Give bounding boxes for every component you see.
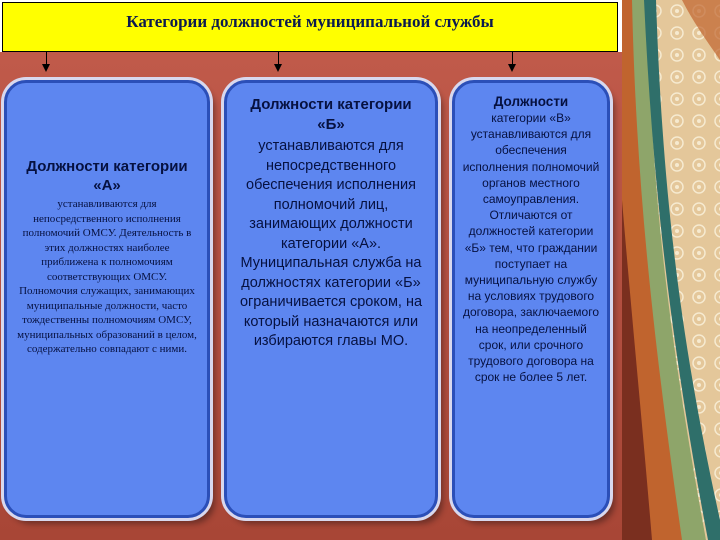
category-c-heading: Должности xyxy=(493,94,569,109)
category-b-card xyxy=(224,80,438,518)
page-title: Категории должностей муниципальной службы xyxy=(126,12,494,31)
category-a-heading: Должности категории «А» xyxy=(26,158,188,194)
category-b-heading: Должности категории «Б» xyxy=(250,96,412,133)
decorative-side-panel xyxy=(622,0,720,540)
category-c-text: категории «В» устанавливаются для обеспечения исполнения полномочий органов местного самоуправления. Отличаются от должностей категории «Б» тем, что граждании поступает на муниципальную службу на условиях трудового договора, заключаемого на неопределенный срок, или срочного трудового договора на срок не более 5 лет. xyxy=(462,111,600,385)
title-box xyxy=(2,2,618,52)
arrow-head-a xyxy=(42,64,50,72)
arrow-head-c xyxy=(508,64,516,72)
category-b-text: устанавливаются для непосредственного обеспечения исполнения полномочий лиц, занимающих должности категории «А». Муниципальная служба на должностях категории «Б» ограничивается сроком, на который назначаются или избираются главы МО. xyxy=(239,138,423,349)
category-a-card xyxy=(4,80,210,518)
category-a-text: устанавливаются для непосредственного исполнения полномочий ОМСУ. Деятельность в этих должностях наиболее приближена к полномочиям соответствующих ОМСУ. Полномочия служащих, занимающих муниципальные должности, часто тождественны полномочиям ОМСУ, муниципальных образований в целом, содержательно совпадают с ними. xyxy=(17,198,197,355)
arrow-head-b xyxy=(274,64,282,72)
category-c-card xyxy=(452,80,610,518)
